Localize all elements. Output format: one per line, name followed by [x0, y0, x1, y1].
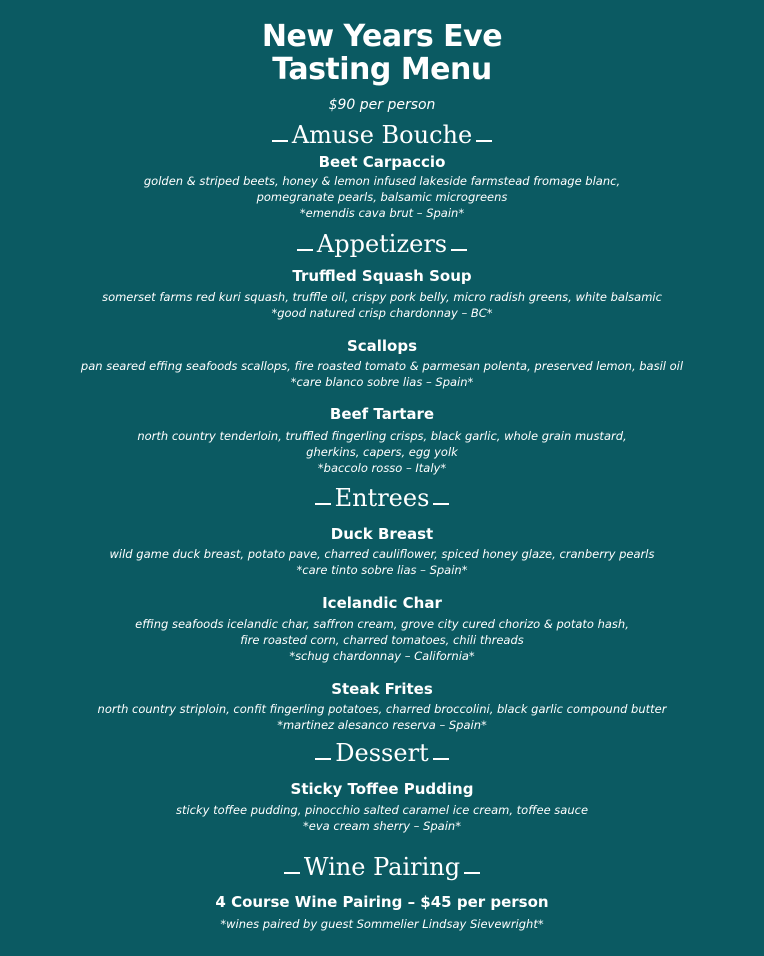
item-description-scallops	[0, 358, 764, 390]
heading-dash-left	[315, 503, 331, 505]
description-line: pomegranate pearls, balsamic microgreens	[256, 190, 508, 204]
item-title-sticky-toffee-pudding: Sticky Toffee Pudding	[290, 780, 474, 798]
section-heading-text: Wine Pairing	[303, 853, 461, 881]
item-title-icelandic-char: Icelandic Char	[322, 594, 442, 612]
section-heading-text: Dessert	[335, 739, 429, 767]
item-title-duck-breast: Duck Breast	[330, 525, 434, 543]
description-line: sticky toffee pudding, pinocchio salted caramel ice cream, toffee sauce	[175, 803, 589, 817]
heading-dash-left	[297, 249, 313, 251]
heading-dash-right	[476, 140, 492, 142]
menu-title-line-1: New Years Eve	[261, 19, 503, 54]
section-heading-appetizers	[0, 230, 764, 258]
description-line: north country striploin, confit fingerling potatoes, charred broccolini, black garlic compound butter	[97, 702, 667, 716]
wine-pairing-note: *emendis cava brut – Spain*	[299, 206, 465, 220]
item-description-steak-frites	[0, 701, 764, 733]
item-title-beet-carpaccio: Beet Carpaccio	[318, 153, 446, 171]
heading-dash-left	[315, 758, 331, 760]
description-line: gherkins, capers, egg yolk	[306, 445, 458, 459]
wine-pairing-note: *care blanco sobre lias – Spain*	[290, 375, 474, 389]
description-line: golden & striped beets, honey & lemon infused lakeside farmstead fromage blanc,	[143, 174, 621, 188]
description-line: pan seared effing seafoods scallops, fire roasted tomato & parmesan polenta, preserved lemon, basil oil	[80, 359, 684, 373]
item-description-beet-carpaccio	[0, 173, 764, 221]
wine-pairing-note: *baccolo rosso – Italy*	[317, 461, 447, 475]
wine-pairing-note: *martinez alesanco reserva – Spain*	[277, 718, 487, 732]
item-title-truffled-squash-soup: Truffled Squash Soup	[292, 267, 472, 285]
section-heading-dessert	[0, 739, 764, 767]
wine-pairing-note: *good natured crisp chardonnay – BC*	[271, 306, 493, 320]
menu-price: $90 per person	[328, 97, 436, 113]
wine-pairing-note: *schug chardonnay – California*	[289, 649, 475, 663]
heading-dash-left	[284, 872, 300, 874]
section-heading-text: Appetizers	[316, 230, 448, 258]
description-line: effing seafoods icelandic char, saffron cream, grove city cured chorizo & potato hash,	[135, 617, 629, 631]
heading-dash-left	[272, 140, 288, 142]
item-title-steak-frites: Steak Frites	[331, 680, 433, 698]
description-line: somerset farms red kuri squash, truffle oil, crispy pork belly, micro radish greens, white balsamic	[102, 290, 662, 304]
description-line: fire roasted corn, charred tomatoes, chili threads	[240, 633, 524, 647]
item-title-scallops: Scallops	[346, 337, 418, 355]
section-heading-amuse-bouche	[0, 121, 764, 149]
wine-pairing-offer: 4 Course Wine Pairing – $45 per person	[215, 893, 549, 911]
description-line: north country tenderloin, truffled fingerling crisps, black garlic, whole grain mustard,	[137, 429, 627, 443]
item-description-duck-breast	[0, 546, 764, 578]
item-description-sticky-toffee-pudding	[0, 802, 764, 834]
item-description-truffled-squash-soup	[0, 289, 764, 321]
heading-dash-right	[464, 872, 480, 874]
section-heading-text: Amuse Bouche	[291, 121, 473, 149]
description-line: wild game duck breast, potato pave, charred cauliflower, spiced honey glaze, cranberry pearls	[109, 547, 655, 561]
section-heading-entrees	[0, 484, 764, 512]
item-title-beef-tartare: Beef Tartare	[329, 405, 435, 423]
wine-pairing-note: *eva cream sherry – Spain*	[303, 819, 461, 833]
item-description-beef-tartare	[0, 428, 764, 476]
heading-dash-right	[433, 758, 449, 760]
wine-pairing-note: *care tinto sobre lias – Spain*	[296, 563, 468, 577]
section-heading-text: Entrees	[334, 484, 430, 512]
section-heading-wine-pairing	[0, 853, 764, 881]
heading-dash-right	[451, 249, 467, 251]
heading-dash-right	[433, 503, 449, 505]
item-description-icelandic-char	[0, 616, 764, 664]
wine-pairing-note: *wines paired by guest Sommelier Lindsay Sievewright*	[220, 917, 544, 931]
menu-title-line-2: Tasting Menu	[272, 52, 492, 87]
